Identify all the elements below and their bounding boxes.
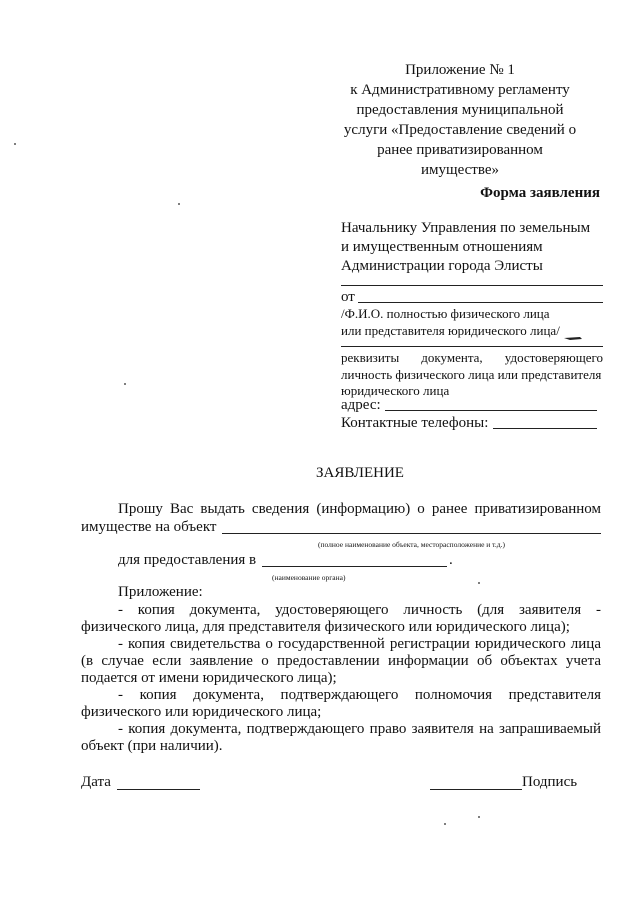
addressee-line: Администрации города Элисты (341, 258, 543, 274)
attachment-item: подается от имени юридического лица); (81, 670, 337, 686)
purpose-blank-line[interactable] (262, 566, 447, 567)
attachment-item: физического или юридического лица; (81, 704, 322, 720)
attachment-item: физического лица, для представителя физического или юридического лица); (81, 619, 570, 635)
appendix-line: услуги «Предоставление сведений о (343, 122, 577, 138)
signature-label: Подпись (522, 774, 578, 790)
scan-speck (478, 582, 480, 584)
request-text: Прошу Вас выдать сведения (информацию) о ранее приватизированном (118, 501, 601, 517)
attachment-item: - копия документа, удостоверяющего личность (для заявителя - (118, 602, 601, 618)
from-label: от (341, 289, 355, 305)
addressee-line: и имущественным отношениям (341, 239, 543, 255)
from-blank-line[interactable] (358, 302, 603, 303)
addressee-blank-line (341, 285, 603, 286)
scan-speck (444, 823, 446, 825)
purpose-end: . (449, 552, 453, 568)
page-title: ЗАЯВЛЕНИЕ (316, 465, 404, 481)
object-blank-line[interactable] (222, 533, 601, 534)
appendix-line: предоставления муниципальной (356, 102, 564, 118)
attachment-item: (в случае если заявление о предоставлении информации об объектах учета (81, 653, 601, 669)
scan-speck (14, 143, 16, 145)
scan-speck (478, 816, 480, 818)
scan-speck (178, 203, 180, 205)
requisites-hint: личность физического лица или представителя (341, 367, 602, 382)
attachment-item: - копия документа, подтверждающего право заявителя на запрашиваемый (118, 721, 601, 737)
pen-mark-icon (562, 334, 584, 342)
addressee-line: Начальнику Управления по земельным (341, 220, 591, 236)
date-blank-line[interactable] (117, 789, 200, 790)
appendix-line: имуществе» (421, 162, 499, 178)
date-label: Дата (81, 774, 111, 790)
appendix-line: к Административному регламенту (350, 82, 570, 98)
requisites-hint: реквизиты документа, удостоверяющего (341, 350, 603, 365)
phones-label: Контактные телефоны: (341, 415, 489, 431)
fio-hint: /Ф.И.О. полностью физического лица (341, 306, 550, 321)
purpose-label: для предоставления в (118, 552, 257, 568)
form-title: Форма заявления (480, 185, 600, 201)
organ-hint: (наименование органа) (272, 573, 346, 582)
attachment-item: - копия свидетельства о государственной регистрации юридического лица (118, 636, 601, 652)
address-blank-line[interactable] (385, 410, 597, 411)
appendix-block (330, 60, 590, 180)
requisites-hint: юридического лица (341, 383, 450, 398)
addressee-block (341, 219, 603, 276)
appendix-line: ранее приватизированном (377, 142, 543, 158)
request-text: имуществе на объект (81, 519, 217, 535)
object-hint: (полное наименование объекта, месторасположение и т.д.) (318, 540, 505, 549)
fio-blank-line[interactable] (341, 346, 603, 347)
fio-hint: или представителя юридического лица/ (341, 323, 560, 338)
phones-blank-line[interactable] (493, 428, 597, 429)
address-label: адрес: (341, 397, 381, 413)
signature-blank-line[interactable] (430, 789, 522, 790)
appendix-line: Приложение № 1 (405, 62, 515, 78)
attachment-item: объект (при наличии). (81, 738, 223, 754)
scan-speck (124, 383, 126, 385)
attachments-label: Приложение: (118, 584, 203, 600)
attachment-item: - копия документа, подтверждающего полномочия представителя (118, 687, 601, 703)
